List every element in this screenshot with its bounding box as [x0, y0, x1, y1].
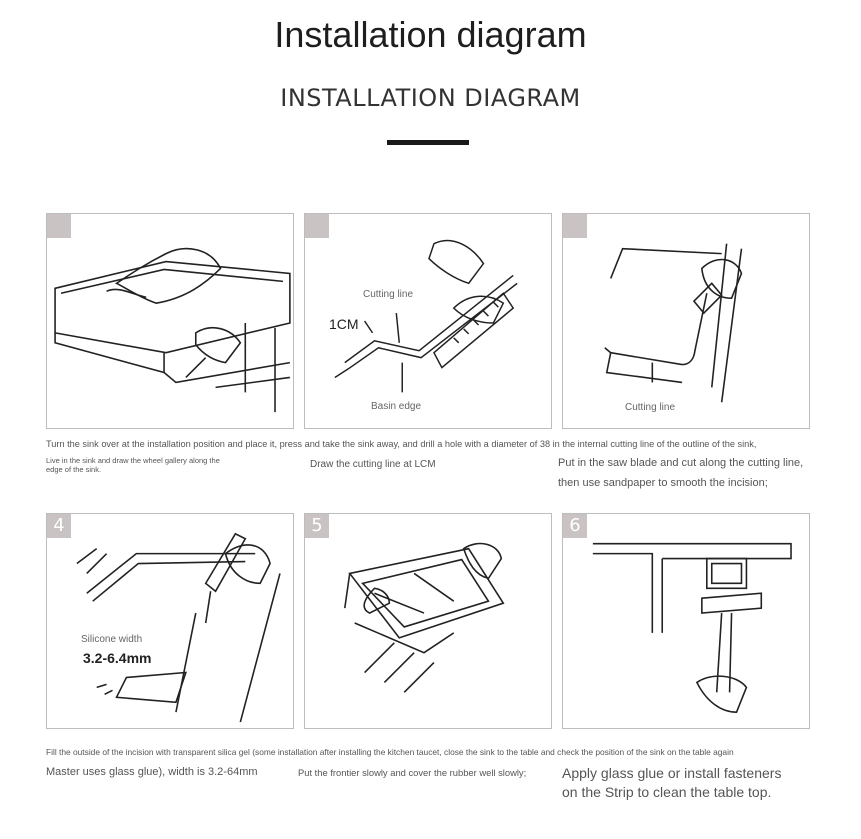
- step-6-badge: 6: [563, 514, 587, 538]
- page-title: Installation diagram: [274, 14, 587, 55]
- width-range-label: 3.2-6.4mm: [83, 650, 152, 666]
- step-3-illustration: [563, 214, 809, 428]
- step-1-panel: [46, 213, 294, 429]
- step-3-caption-b: then use sandpaper to smooth the incision;: [558, 477, 768, 489]
- silicone-width-label: Silicone width: [81, 634, 143, 645]
- step-5-caption: Put the frontier slowly and cover the rubber well slowly;: [298, 767, 527, 778]
- one-cm-label: 1CM: [329, 316, 359, 332]
- title-divider: [387, 140, 469, 145]
- basin-edge-label: Basin edge: [371, 401, 422, 412]
- step-2-caption: Draw the cutting line at LCM: [310, 459, 436, 470]
- diagram-subtitle: INSTALLATION DIAGRAM: [280, 84, 581, 112]
- step-6-panel: [562, 513, 810, 729]
- step-3-caption-a: Put in the saw blade and cut along the cutting line,: [558, 457, 804, 469]
- step-1-caption-a: Live in the sink and draw the wheel gallery along the: [46, 456, 220, 465]
- step-4-illustration: [47, 514, 293, 728]
- step-3-cutting-line-label: Cutting line: [625, 402, 676, 413]
- cutting-line-label: Cutting line: [363, 289, 414, 300]
- step-2-panel: [304, 213, 552, 429]
- step-5-badge: 5: [305, 514, 329, 538]
- step-5-panel: [304, 513, 552, 729]
- step-6-caption-b: on the Strip to clean the table top.: [562, 784, 772, 800]
- step-6-illustration: [563, 514, 809, 728]
- step-5-illustration: [305, 514, 551, 728]
- step-1-caption-b: edge of the sink.: [46, 465, 102, 474]
- step-4-caption: Master uses glass glue), width is 3.2-64mm: [46, 766, 258, 778]
- step-4-caption-line: Fill the outside of the incision with transparent silica gel (some installation after installing the kitchen taucet, close the sink to the table and check the position of the sink on the table again: [46, 747, 734, 757]
- step-4-badge: 4: [47, 514, 71, 538]
- step-1-caption-line: Turn the sink over at the installation position and place it, press and take the sink away, and drill a hole with a diameter of 38 in the internal cutting line of the outline of the sink,: [46, 439, 757, 449]
- step-3-panel: [562, 213, 810, 429]
- step-6-caption-a: Apply glass glue or install fasteners: [562, 765, 782, 781]
- step-1-illustration: [47, 214, 293, 428]
- step-4-panel: [46, 513, 294, 729]
